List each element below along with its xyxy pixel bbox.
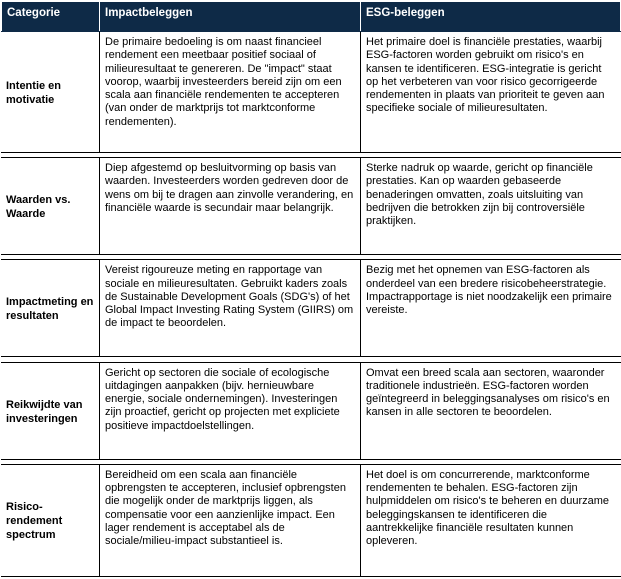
header-category: Categorie — [2, 2, 100, 32]
row-category: Risico-rendement spectrum — [2, 464, 100, 576]
comparison-table — [1, 1, 621, 577]
row-esg-cell: Sterke nadruk op waarde, gericht op financiële prestaties. Kan op waarden gebaseerde benaderingen omvatten, zoals uitsluiting van bedrijven die betrokken zijn bij controversiële praktijken. — [361, 158, 621, 255]
comparison-table-container — [1, 1, 620, 577]
table-row — [2, 464, 621, 576]
row-impact-cell: De primaire bedoeling is om naast financieel rendement een meetbaar positief sociaal of milieuresultaat te genereren. De "impact" staat voorop, waarbij investeerders bereid zijn om een scala aan financiële rendementen te accepteren (van onder de marktprijs tot marktconforme rendementen). — [100, 32, 361, 153]
table-row — [2, 158, 621, 255]
row-esg-cell: Het doel is om concurrerende, marktconforme rendementen te behalen. ESG-factoren zijn hulpmiddelen om risico's te beheren en duurzame beleggingskansen te identificeren die aantrekkelijke financiële resultaten kunnen opleveren. — [361, 464, 621, 576]
row-esg-cell: Bezig met het opnemen van ESG-factoren als onderdeel van een bredere risicobeheerstrategie. Impactrapportage is niet noodzakelijk een primaire vereiste. — [361, 260, 621, 357]
table-body — [2, 32, 621, 577]
row-category: Impactmeting en resultaten — [2, 260, 100, 357]
row-esg-cell: Omvat een breed scala aan sectoren, waaronder traditionele industrieën. ESG-factoren worden geïntegreerd in beleggingsanalyses om risico's en kansen in alle sectoren te beoordelen. — [361, 362, 621, 459]
row-category: Waarden vs. Waarde — [2, 158, 100, 255]
header-row — [2, 2, 621, 32]
header-esg-investing: ESG-beleggen — [361, 2, 621, 32]
table-header — [2, 2, 621, 32]
row-category: Reikwijdte van investeringen — [2, 362, 100, 459]
table-row — [2, 260, 621, 357]
header-impact-investing: Impactbeleggen — [100, 2, 361, 32]
table-row — [2, 32, 621, 153]
row-impact-cell: Bereidheid om een scala aan financiële opbrengsten te accepteren, inclusief opbrengsten die mogelijk onder de marktprijs liggen, als compensatie voor een aanzienlijke impact. Een lager rendement is acceptabel als de sociale/milieu-impact substantieel is. — [100, 464, 361, 576]
row-impact-cell: Diep afgestemd op besluitvorming op basis van waarden. Investeerders worden gedreven door de wens om bij te dragen aan zinvolle verandering, en financiële waarde is secundair maar belangrijk. — [100, 158, 361, 255]
table-row — [2, 362, 621, 459]
row-impact-cell: Vereist rigoureuze meting en rapportage van sociale en milieuresultaten. Gebruikt kaders zoals de Sustainable Development Goals (SDG's) of het Global Impact Investing Rating System (GIIRS) om de impact te beoordelen. — [100, 260, 361, 357]
row-impact-cell: Gericht op sectoren die sociale of ecologische uitdagingen aanpakken (bijv. hernieuwbare energie, sociale ondernemingen). Investeringen zijn proactief, gericht op projecten met expliciete positieve impactdoelstellingen. — [100, 362, 361, 459]
row-category: Intentie en motivatie — [2, 32, 100, 153]
row-esg-cell: Het primaire doel is financiële prestaties, waarbij ESG-factoren worden gebruikt om risico's en kansen te identificeren. ESG-integratie is gericht op het verbeteren van voor risico gecorrigeerde rendementen in plaats van prioriteit te geven aan specifieke sociale of milieuresultaten. — [361, 32, 621, 153]
